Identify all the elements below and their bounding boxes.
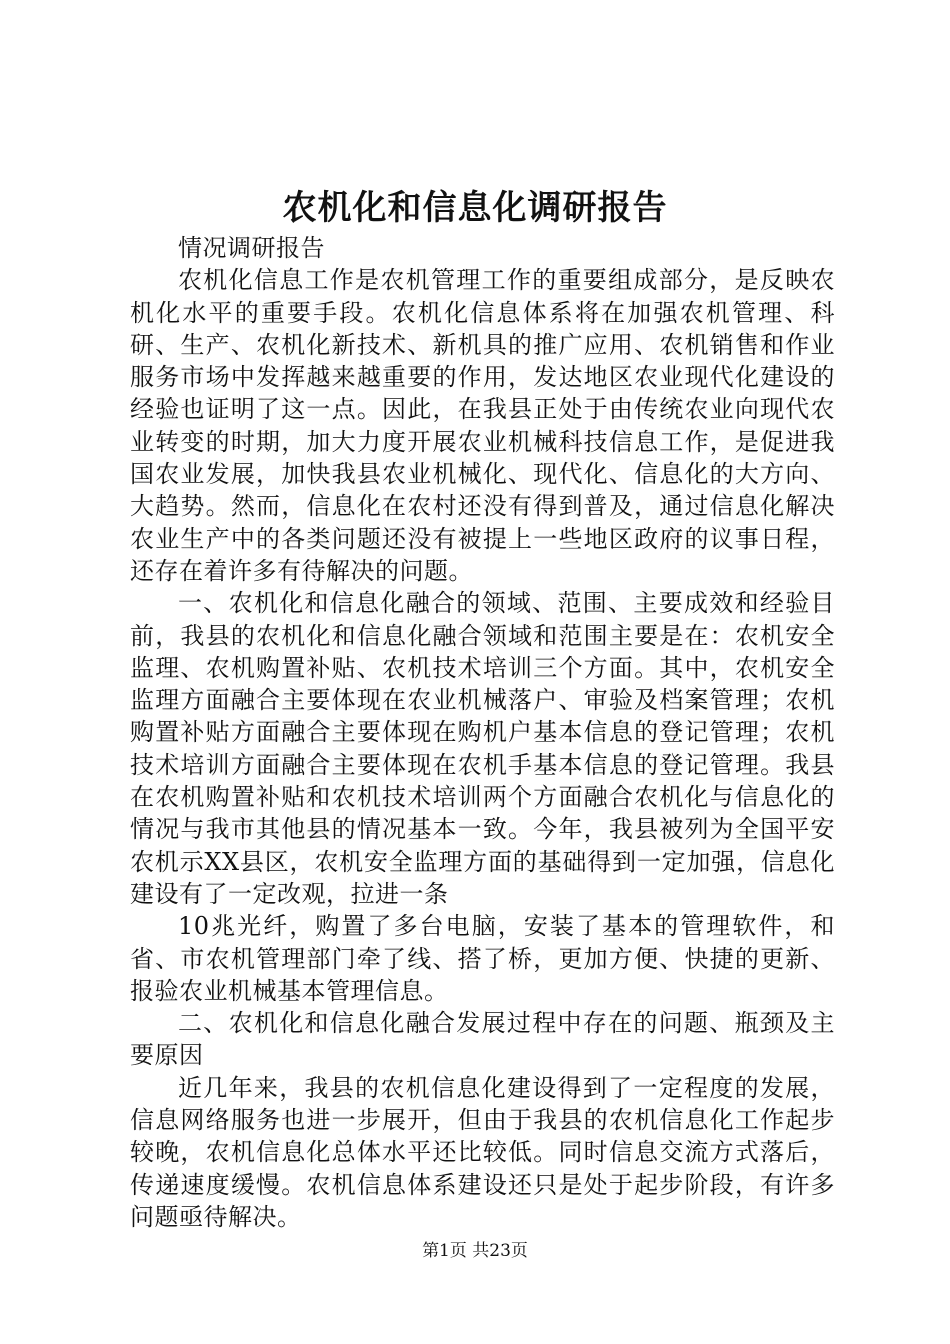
document-title: 农机化和信息化调研报告	[282, 188, 668, 228]
paragraph-section-2-heading: 二、农机化和信息化融合发展过程中存在的问题、瓶颈及主要原因	[130, 1009, 835, 1070]
page-number-footer: 第1页 共23页	[422, 1241, 528, 1261]
paragraph-intro: 农机化信息工作是农机管理工作的重要组成部分，是反映农机化水平的重要手段。农机化信息体系将在加强农机管理、科研、生产、农机化新技术、新机具的推广应用、农机销售和作业服务市场中发挥越来越重要的作用，发达地区农业现代化建设的经验也证明了这一点。因此，在我县正处于由传统农业向现代农业转变的时期，加大力度开展农业机械科技信息工作，是促进我国农业发展，加快我县农业机械化、现代化、信息化的大方向、大趋势。然而，信息化在农村还没有得到普及，通过信息化解决农业生产中的各类问题还没有被提上一些地区政府的议事日程，还存在着许多有待解决的问题。	[130, 266, 835, 585]
paragraph-section-1: 一、农机化和信息化融合的领域、范围、主要成效和经验目前，我县的农机化和信息化融合领域和范围主要是在：农机安全监理、农机购置补贴、农机技术培训三个方面。其中，农机安全监理方面融合主要体现在农业机械落户、审验及档案管理；农机购置补贴方面融合主要体现在购机户基本信息的登记管理；农机技术培训方面融合主要体现在农机手基本信息的登记管理。我县在农机购置补贴和农机技术培训两个方面融合农机化与信息化的情况与我市其他县的情况基本一致。今年，我县被列为全国平安农机示XX县区，农机安全监理方面的基础得到一定加强，信息化建设有了一定改观，拉进一条	[130, 589, 835, 908]
document-body	[130, 232, 835, 1233]
paragraph-section-2-body: 近几年来，我县的农机信息化建设得到了一定程度的发展，信息网络服务也进一步展开，但由于我县的农机信息化工作起步较晚，农机信息化总体水平还比较低。同时信息交流方式落后，传递速度缓慢。农机信息体系建设还只是处于起步阶段，有许多问题亟待解决。	[130, 1073, 835, 1231]
paragraph-section-1-continued: 10兆光纤，购置了多台电脑，安装了基本的管理软件，和省、市农机管理部门牵了线、搭了桥，更加方便、快捷的更新、报验农业机械基本管理信息。	[130, 912, 835, 1005]
paragraph-subtitle: 情况调研报告	[178, 234, 325, 262]
